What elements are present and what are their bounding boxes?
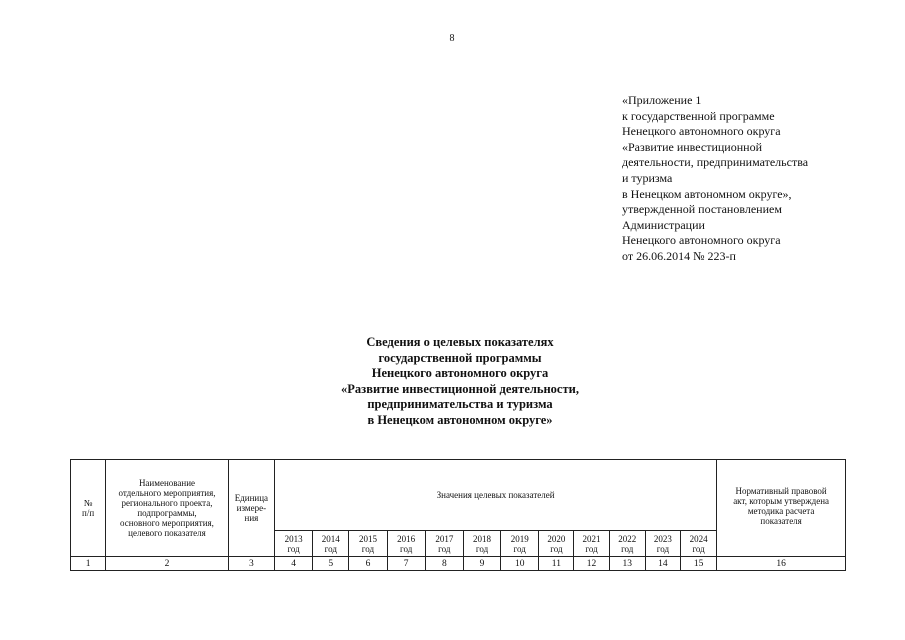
header-row bbox=[71, 460, 846, 531]
year-unit: год bbox=[399, 543, 413, 554]
year-value: 2021 bbox=[582, 533, 601, 544]
year-unit: год bbox=[585, 543, 598, 554]
header-legal-act: Нормативный правовой акт, которым утверждена методика расчета показателя bbox=[717, 460, 846, 557]
column-number-cell: 7 bbox=[387, 557, 425, 571]
year-value: 2016 bbox=[397, 533, 416, 544]
year-value: 2018 bbox=[473, 533, 492, 544]
year-unit: год bbox=[656, 543, 670, 554]
year-header-cell bbox=[501, 531, 539, 557]
year-value: 2022 bbox=[618, 533, 637, 544]
column-number-cell: 15 bbox=[680, 557, 716, 571]
column-number-cell: 13 bbox=[609, 557, 645, 571]
column-number-cell: 8 bbox=[425, 557, 463, 571]
year-header-cell bbox=[275, 531, 313, 557]
year-unit: год bbox=[475, 543, 489, 554]
year-header-cell bbox=[609, 531, 645, 557]
year-unit: год bbox=[287, 543, 300, 554]
header-values-group: Значения целевых показателей bbox=[275, 460, 717, 531]
year-unit: год bbox=[361, 543, 375, 554]
year-header-cell bbox=[387, 531, 425, 557]
header-number: № п/п bbox=[71, 460, 106, 557]
column-number-cell: 2 bbox=[106, 557, 229, 571]
year-header-cell bbox=[313, 531, 349, 557]
year-header-cell bbox=[645, 531, 680, 557]
header-name: Наименование отдельного мероприятия, регионального проекта, подпрограммы, основного мероприятия, целевого показателя bbox=[106, 460, 229, 557]
column-number-cell: 5 bbox=[313, 557, 349, 571]
year-value: 2024 bbox=[689, 533, 708, 544]
document-title: Сведения о целевых показателях государственной программы Ненецкого автономного округа «Развитие инвестиционной деятельности, предпринимательства и туризма в Ненецком автономном округе» bbox=[341, 335, 579, 427]
header-unit: Единица измере- ния bbox=[228, 460, 274, 557]
year-value: 2014 bbox=[321, 533, 340, 544]
year-unit: год bbox=[324, 543, 337, 554]
column-number-cell: 1 bbox=[71, 557, 106, 571]
year-value: 2020 bbox=[547, 533, 566, 544]
column-number-cell: 11 bbox=[539, 557, 574, 571]
year-value: 2023 bbox=[653, 533, 672, 544]
indicators-table bbox=[70, 459, 846, 571]
year-unit: год bbox=[513, 543, 526, 554]
year-header-cell bbox=[574, 531, 609, 557]
year-header-cell bbox=[539, 531, 574, 557]
year-header-cell bbox=[349, 531, 387, 557]
column-number-cell: 14 bbox=[645, 557, 680, 571]
year-value: 2017 bbox=[435, 533, 454, 544]
year-unit: год bbox=[438, 543, 451, 554]
year-value: 2019 bbox=[510, 533, 529, 544]
appendix-note: «Приложение 1 к государственной программе Ненецкого автономного округа «Развитие инвестиционной деятельности, предпринимательства и туризма в Ненецком автономном округе», утвержденной постановлением Администрации Ненецкого автономного округа от 26.06.2014 № 223-п bbox=[622, 93, 809, 263]
column-number-cell: 10 bbox=[501, 557, 539, 571]
column-numbers-row bbox=[71, 557, 846, 571]
year-unit: год bbox=[550, 543, 563, 554]
year-unit: год bbox=[621, 543, 634, 554]
column-number-cell: 6 bbox=[349, 557, 387, 571]
year-header-cell bbox=[425, 531, 463, 557]
year-header-cell bbox=[680, 531, 716, 557]
column-number-cell: 12 bbox=[574, 557, 609, 571]
column-number-cell: 9 bbox=[463, 557, 500, 571]
year-header-cell bbox=[463, 531, 500, 557]
page-number: 8 bbox=[449, 33, 455, 44]
year-value: 2013 bbox=[284, 533, 303, 544]
column-number-cell: 3 bbox=[228, 557, 274, 571]
year-unit: год bbox=[692, 543, 705, 554]
column-number-cell: 16 bbox=[717, 557, 846, 571]
year-value: 2015 bbox=[358, 533, 377, 544]
column-number-cell: 4 bbox=[275, 557, 313, 571]
